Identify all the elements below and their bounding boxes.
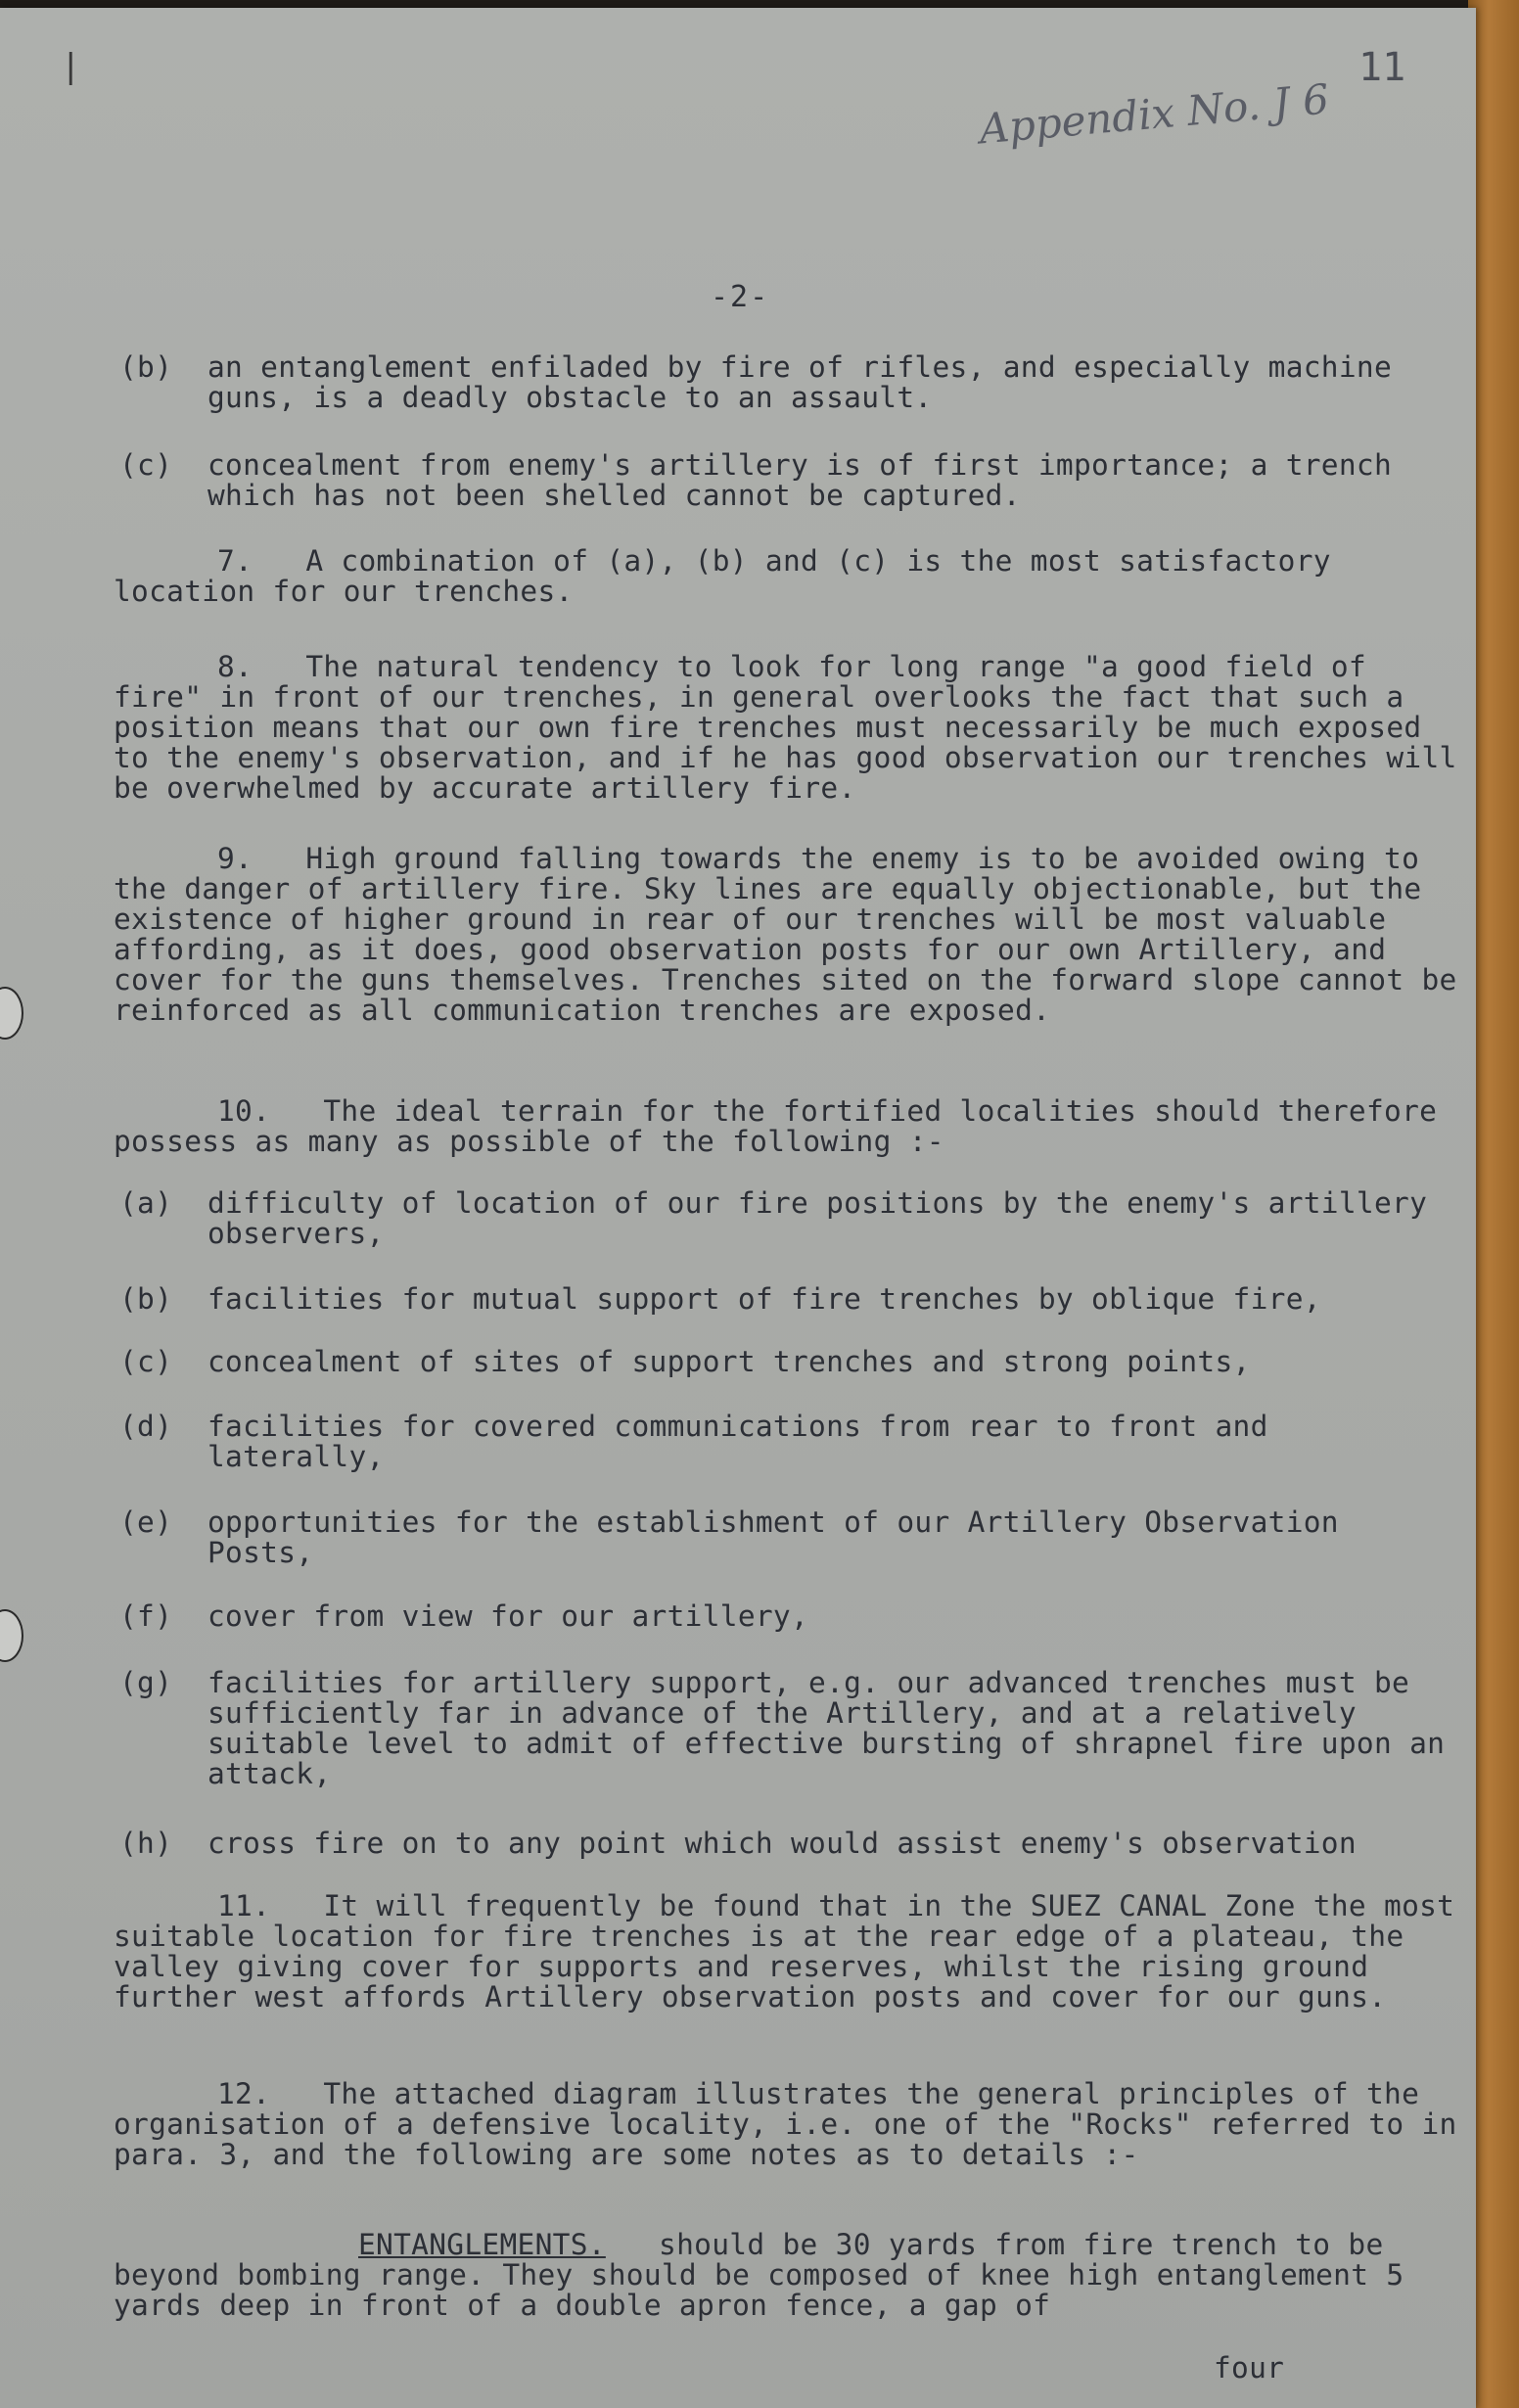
list-label: (b) bbox=[119, 1282, 173, 1316]
list-label: (g) bbox=[119, 1666, 173, 1699]
clause-text: concealment from enemy's artillery is of first importance; a trench which has not been shelled cannot be captured. bbox=[207, 448, 1410, 512]
folio-number: -2- bbox=[711, 280, 770, 314]
paragraph-text bbox=[114, 1889, 1473, 2014]
list-text: cross fire on to any point which would assist enemy's observation bbox=[207, 1827, 1357, 1860]
paragraph-body: A combination of (a), (b) and (c) is the most satisfactory location for our trenches. bbox=[114, 544, 1349, 608]
paragraph-body: The natural tendency to look for long range "a good field of fire" in front of our trenches, in general overlooks the fact that such a position means that our own fire trenches must necessarily be much exposed to the enemy's observation, and if he has good observation our trenches will be overwhelmed by accurate artillery fire. bbox=[114, 650, 1475, 805]
margin-pencil-mark: | bbox=[61, 47, 81, 86]
paragraph-number: 10. bbox=[217, 1094, 271, 1128]
list-text: concealment of sites of support trenches and strong points, bbox=[207, 1345, 1251, 1378]
paragraph-text bbox=[114, 650, 1475, 805]
paragraph-text bbox=[114, 1096, 1460, 1157]
paragraph-text bbox=[114, 842, 1475, 1027]
clause-label: (b) bbox=[119, 350, 173, 384]
list-text: facilities for artillery support, e.g. our advanced trenches must be sufficiently far in advance of the Artillery, and at a relatively suitable level to admit of effective bursting of shrapnel fire upon an attack, bbox=[207, 1666, 1463, 1790]
section-body: should be 30 yards from fire trench to be beyond bombing range. They should be composed of knee high entanglement 5 yards deep in front of a double apron fence, a gap of bbox=[114, 2228, 1422, 2322]
list-text: opportunities for the establishment of our Artillery Observation Posts, bbox=[207, 1505, 1357, 1569]
paragraph-number: 11. bbox=[217, 1889, 271, 1922]
list-text: cover from view for our artillery, bbox=[207, 1599, 809, 1633]
list-label: (c) bbox=[119, 1345, 173, 1378]
list-text: difficulty of location of our fire positions by the enemy's artillery observers, bbox=[207, 1186, 1446, 1250]
paragraph-number: 8. bbox=[217, 650, 253, 683]
document-page bbox=[0, 8, 1476, 2408]
paragraph-number: 9. bbox=[217, 842, 253, 875]
list-label: (d) bbox=[119, 1410, 173, 1443]
list-label: (h) bbox=[119, 1827, 173, 1860]
list-label: (a) bbox=[119, 1186, 173, 1220]
section-heading: ENTANGLEMENTS. bbox=[358, 2228, 606, 2261]
entanglements-text bbox=[114, 2230, 1460, 2321]
punch-hole-upper bbox=[0, 987, 23, 1040]
clause-label: (c) bbox=[119, 448, 173, 482]
paragraph-number: 7. bbox=[217, 544, 253, 578]
appendix-annotation: Appendix No. J 6 bbox=[977, 74, 1331, 154]
paragraph-body: High ground falling towards the enemy is to be avoided owing to the danger of artillery fire. Sky lines are equally objectionable, but the existence of higher ground in rear of our trenches will be most valuable affording, as it does, good observation posts for our own Artillery, and cover for the guns themselves. Trenches sited on the forward slope cannot be reinforced as all communication trenches are exposed. bbox=[114, 842, 1475, 1027]
paragraph-body: It will frequently be found that in the SUEZ CANAL Zone the most suitable location for fire trenches is at the rear edge of a plateau, the valley giving cover for supports and reserves, whilst the rising ground further west affords Artillery observation posts and cover for our guns. bbox=[114, 1889, 1473, 2014]
list-text: facilities for mutual support of fire trenches by oblique fire, bbox=[207, 1282, 1321, 1316]
paragraph-number: 12. bbox=[217, 2077, 271, 2110]
paragraph-body: The ideal terrain for the fortified localities should therefore possess as many as possible of the following :- bbox=[114, 1094, 1455, 1158]
paragraph-text bbox=[114, 2077, 1475, 2171]
clause-text: an entanglement enfiladed by fire of rifles, and especially machine guns, is a deadly obstacle to an assault. bbox=[207, 350, 1410, 414]
list-text: facilities for covered communications from rear to front and laterally, bbox=[207, 1410, 1286, 1473]
list-label: (f) bbox=[119, 1599, 173, 1633]
page-number: 11 bbox=[1358, 45, 1406, 90]
paragraph-text bbox=[114, 546, 1460, 607]
paragraph-body: The attached diagram illustrates the general principles of the organisation of a defensive locality, i.e. one of the "Rocks" referred to in para. 3, and the following are some notes as to details :- bbox=[114, 2077, 1475, 2171]
catchword: four bbox=[1214, 2351, 1285, 2385]
punch-hole-lower bbox=[0, 1609, 23, 1662]
list-label: (e) bbox=[119, 1505, 173, 1539]
